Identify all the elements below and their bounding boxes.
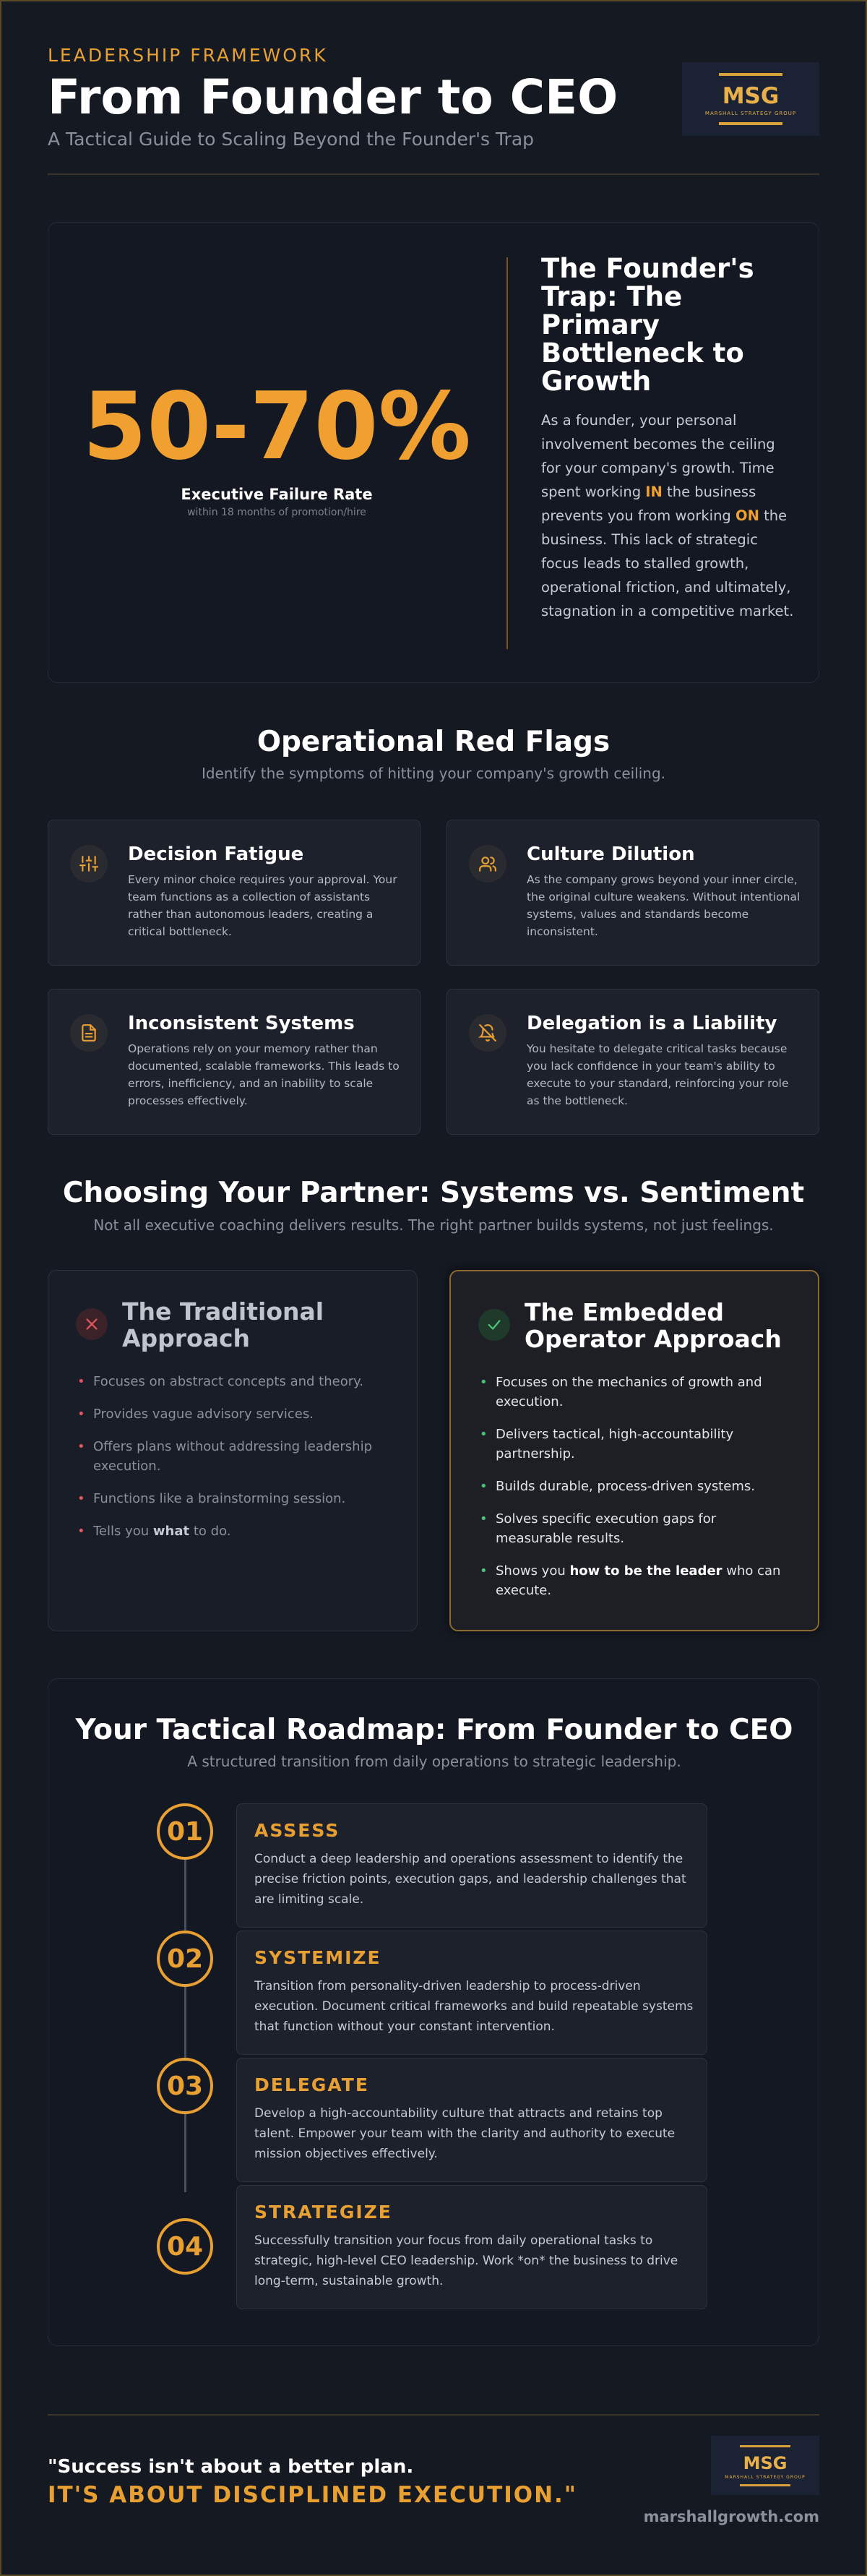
traditional-title: The Traditional Approach — [122, 1297, 324, 1352]
bell-off-icon — [469, 1014, 506, 1052]
stat-value: 50-70% — [82, 373, 471, 481]
page-title: From Founder to CEO — [48, 69, 618, 125]
step-title: STRATEGIZE — [254, 2202, 392, 2223]
list-item: • Offers plans without addressing leadership execution. — [77, 1439, 372, 1474]
trap-body-part: the business prevents you from working — [541, 484, 756, 524]
timeline-line — [184, 1809, 186, 2192]
embedded-list — [478, 1373, 796, 1613]
logo-bar — [740, 2445, 790, 2447]
page-subtitle: A Tactical Guide to Scaling Beyond the Founder's Trap — [48, 129, 535, 150]
website-link[interactable]: marshallgrowth.com — [643, 2508, 819, 2525]
traditional-approach-card — [48, 1270, 418, 1631]
logo-tagline: MARSHALL STRATEGY GROUP — [704, 111, 797, 116]
trap-body-part: the business. This lack of strategic focus leads to stalled growth, operational friction, and ultimately, stagnation in a competitive market. — [541, 507, 794, 619]
check-icon — [478, 1309, 510, 1341]
header-divider — [48, 173, 819, 175]
logo — [682, 62, 819, 136]
flag-card-culture-dilution — [447, 820, 819, 966]
comparison-subtitle: Not all executive coaching delivers results. The right partner builds systems, not just feelings. — [93, 1216, 774, 1234]
roadmap-subtitle: A structured transition from daily operations to strategic leadership. — [187, 1753, 681, 1770]
trap-text — [541, 254, 794, 623]
logo-bar — [719, 122, 782, 125]
x-icon — [76, 1308, 108, 1340]
footer-quote-emphasis: IT'S ABOUT DISCIPLINED EXECUTION." — [48, 2482, 577, 2508]
stat-sublabel: within 18 months of promotion/hire — [187, 507, 366, 518]
step-description: Successfully transition your focus from daily operational tasks to strategic, high-level CEO leadership. Work *on* the business to drive long-term, sustainable growth. — [254, 2233, 678, 2288]
list-item: • Functions like a brainstorming session. — [77, 1491, 346, 1506]
highlight-in: IN — [645, 484, 663, 500]
logo-bar — [719, 73, 782, 76]
step-card-systemize — [236, 1931, 707, 2055]
flag-description: As the company grows beyond your inner circle, the original culture weakens. Without intentional systems, values and standards become inconsistent. — [527, 873, 801, 938]
founders-trap-card — [48, 222, 819, 683]
list-item: • Tells you what to do. — [77, 1524, 231, 1539]
step-number: 01 — [157, 1803, 213, 1860]
step-number: 02 — [157, 1931, 213, 1987]
document-icon — [70, 1014, 108, 1052]
comparison-title: Choosing Your Partner: Systems vs. Sentiment — [62, 1177, 805, 1209]
list-item: • Provides vague advisory services. — [77, 1407, 314, 1422]
list-item: • Focuses on the mechanics of growth and execution. — [480, 1375, 762, 1409]
step-description: Develop a high-accountability culture that attracts and retains top talent. Empower your team with the clarity and authority to execute mission objectives effectively. — [254, 2106, 676, 2161]
flag-card-decision-fatigue — [48, 820, 420, 966]
trap-body — [541, 408, 794, 623]
traditional-list — [76, 1372, 394, 1554]
list-item: • Shows you how to be the leader who can execute. — [480, 1563, 781, 1598]
red-flags-title: Operational Red Flags — [256, 726, 611, 758]
flag-title: Inconsistent Systems — [128, 1013, 355, 1034]
flag-card-delegation-liability — [447, 989, 819, 1135]
stat-panel — [48, 223, 505, 682]
vertical-divider — [506, 257, 508, 649]
embedded-operator-card — [449, 1270, 819, 1631]
users-icon — [469, 845, 506, 883]
roadmap-card — [48, 1678, 819, 2346]
embedded-title: The Embedded Operator Approach — [525, 1298, 782, 1353]
step-number: 04 — [157, 2218, 213, 2275]
flag-card-inconsistent-systems — [48, 989, 420, 1135]
list-item: • Delivers tactical, high-accountability partnership. — [480, 1427, 734, 1461]
footer-quote: "Success isn't about a better plan. — [48, 2456, 414, 2478]
trap-title: The Founder's Trap: The Primary Bottleneck to Growth — [541, 253, 754, 397]
stat-label: Executive Failure Rate — [181, 486, 373, 503]
step-card-strategize — [236, 2185, 707, 2309]
roadmap-title: Your Tactical Roadmap: From Founder to CEO — [75, 1714, 793, 1746]
list-item: • Builds durable, process-driven systems. — [480, 1479, 756, 1494]
flag-title: Culture Dilution — [527, 843, 695, 865]
list-item: • Solves specific execution gaps for measurable results. — [480, 1511, 717, 1546]
flag-title: Decision Fatigue — [128, 843, 304, 865]
step-card-assess — [236, 1803, 707, 1928]
step-title: DELEGATE — [254, 2074, 369, 2095]
step-card-delegate — [236, 2058, 707, 2182]
red-flags-subtitle: Identify the symptoms of hitting your company's growth ceiling. — [201, 765, 666, 782]
sliders-icon — [70, 845, 108, 883]
flag-description: Every minor choice requires your approval. Your team functions as a collection of assistants rather than autonomous leaders, creating a critical bottleneck. — [128, 873, 397, 938]
step-description: Transition from personality-driven leadership to process-driven execution. Document critical frameworks and build repeatable systems that function without your constant intervention. — [254, 1979, 694, 2034]
highlight-on: ON — [736, 507, 759, 524]
step-description: Conduct a deep leadership and operations assessment to identify the precise friction points, execution gaps, and leadership challenges that are limiting scale. — [254, 1852, 686, 1907]
list-item: • Focuses on abstract concepts and theory. — [77, 1374, 363, 1389]
logo-tagline: MARSHALL STRATEGY GROUP — [725, 2474, 806, 2480]
footer-logo — [711, 2436, 819, 2495]
step-number: 03 — [157, 2058, 213, 2114]
flag-description: You hesitate to delegate critical tasks because you lack confidence in your team's ability to execute to your standard, reinforcing your role as the bottleneck. — [527, 1042, 789, 1107]
step-title: SYSTEMIZE — [254, 1947, 381, 1968]
kicker: LEADERSHIP FRAMEWORK — [48, 45, 328, 66]
header — [48, 45, 819, 175]
step-title: ASSESS — [254, 1820, 340, 1841]
flag-title: Delegation is a Liability — [527, 1013, 777, 1034]
logo-mark: MSG — [722, 83, 780, 109]
footer-divider — [48, 2414, 819, 2416]
trap-body-part: As a founder, your personal involvement becomes the ceiling for your company's growth. Time spent working — [541, 412, 775, 500]
logo-mark: MSG — [743, 2452, 788, 2473]
logo-bar — [740, 2484, 790, 2486]
flag-description: Operations rely on your memory rather than documented, scalable frameworks. This leads to errors, inefficiency, and an inability to scale processes effectively. — [128, 1042, 400, 1107]
